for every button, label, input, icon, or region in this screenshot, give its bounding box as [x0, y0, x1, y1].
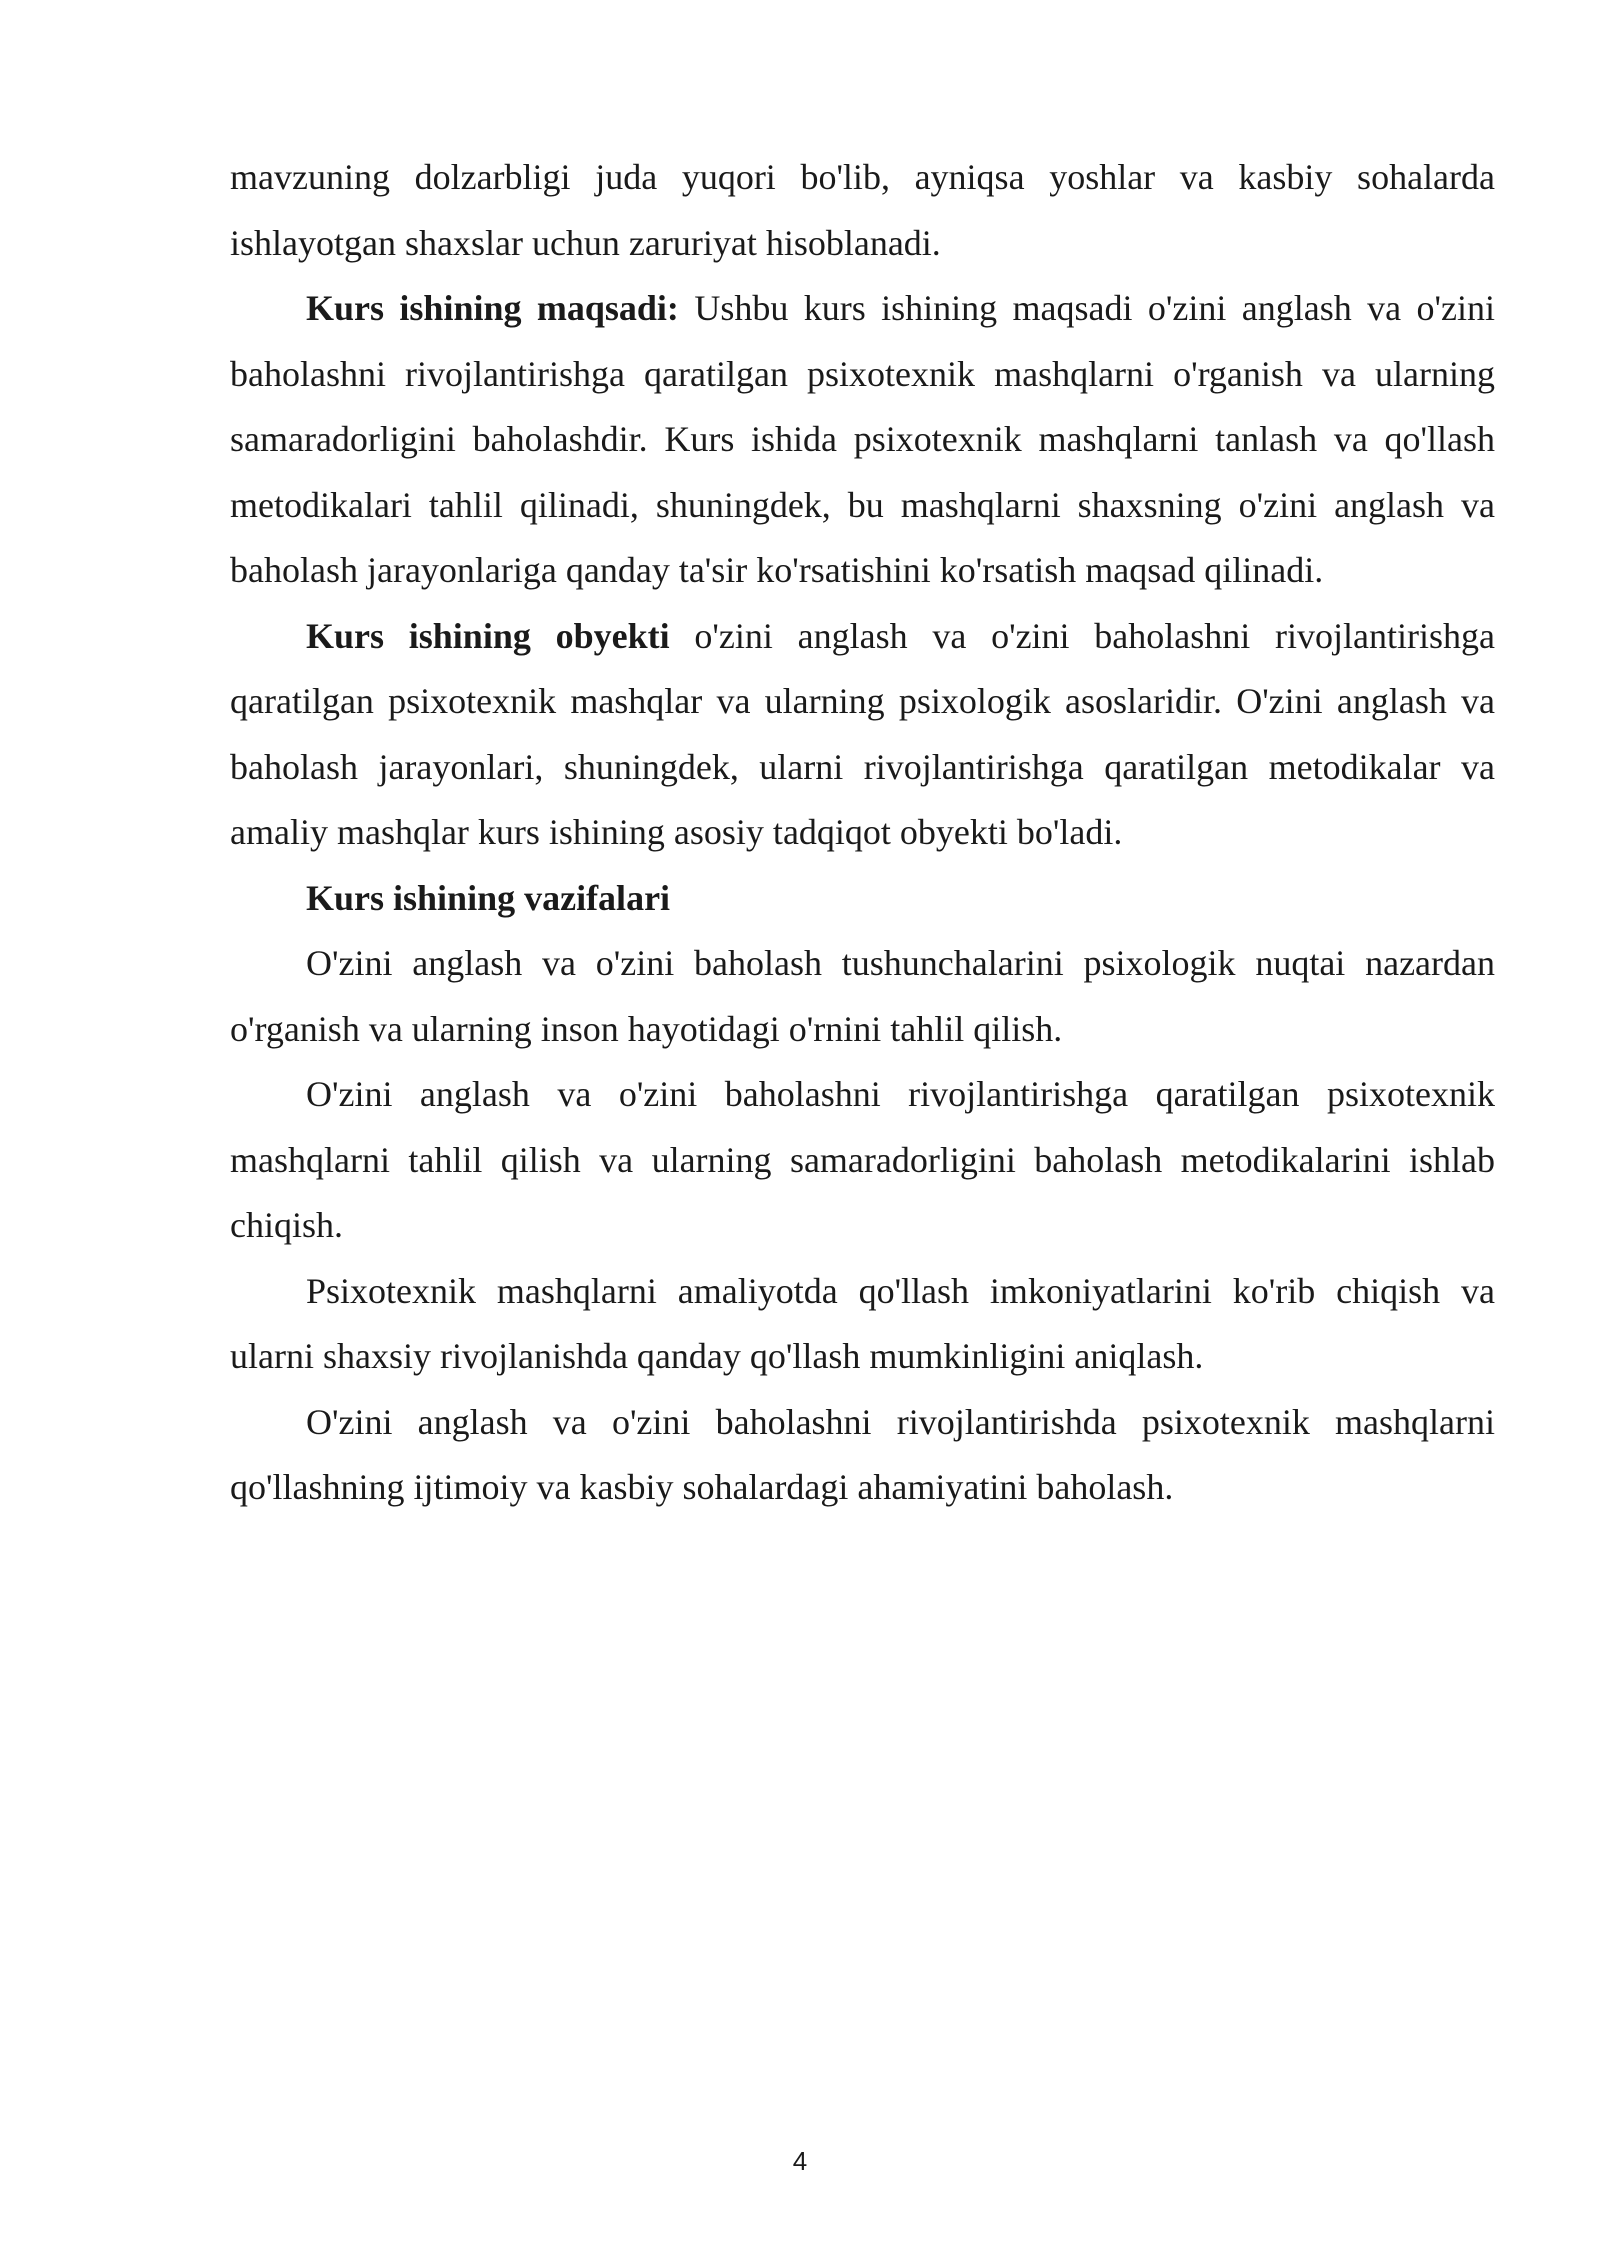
document-body	[230, 145, 1495, 1521]
task-item-4: O'zini anglash va o'zini baholashni rivojlantirishda psixotexnik mashqlarni qo'llashning ijtimoiy va kasbiy sohalardagi ahamiyatini baholash.	[230, 1401, 1495, 1507]
object-heading: Kurs ishining obyekti	[306, 615, 670, 656]
paragraph-continuation: mavzuning dolzarbligi juda yuqori bo'lib, ayniqsa yoshlar va kasbiy sohalarda ishlayotgan shaxslar uchun zaruriyat hisoblanadi.	[230, 157, 1495, 263]
goal-text: Ushbu kurs ishining maqsadi o'zini anglash va o'zini baholashni rivojlantirishga qaratilgan psixotexnik mashqlarni o'rganish va ularning samaradorligini baholashdir. Kurs ishida psixotexnik mashqlarni tanlash va qo'llash metodikalari tahlil qilinadi, shuningdek, bu mashqlarni shaxsning o'zini anglash va baholash jarayonlariga qanday ta'sir ko'rsatishini ko'rsatish maqsad qilinadi.	[230, 288, 1495, 590]
goal-heading: Kurs ishining maqsadi:	[306, 288, 679, 328]
task-item-2: O'zini anglash va o'zini baholashni rivojlantirishga qaratilgan psixotexnik mashqlarni tahlil qilish va ularning samaradorligini baholash metodikalarini ishlab chiqish.	[230, 1074, 1495, 1245]
paragraph-object	[230, 604, 1495, 866]
task-item-1: O'zini anglash va o'zini baholash tushunchalarini psixologik nuqtai nazardan o'rganish va ularning inson hayotidagi o'rnini tahlil qilish.	[230, 943, 1495, 1049]
task-item-3: Psixotexnik mashqlarni amaliyotda qo'llash imkoniyatlarini ko'rib chiqish va ularni shaxsiy rivojlanishda qanday qo'llash mumkinligini aniqlash.	[230, 1270, 1495, 1376]
object-text: o'zini anglash va o'zini baholashni rivojlantirishga qaratilgan psixotexnik mashqlar va ularning psixologik asoslaridir. O'zini anglash va baholash jarayonlari, shuningdek, ularni rivojlantirishga qaratilgan metodikalar va amaliy mashqlar kurs ishining asosiy tadqiqot obyekti bo'ladi.	[230, 615, 1495, 852]
page-number: 4	[792, 2146, 808, 2176]
tasks-heading: Kurs ishining vazifalari	[306, 877, 671, 918]
paragraph-goal	[230, 276, 1495, 604]
